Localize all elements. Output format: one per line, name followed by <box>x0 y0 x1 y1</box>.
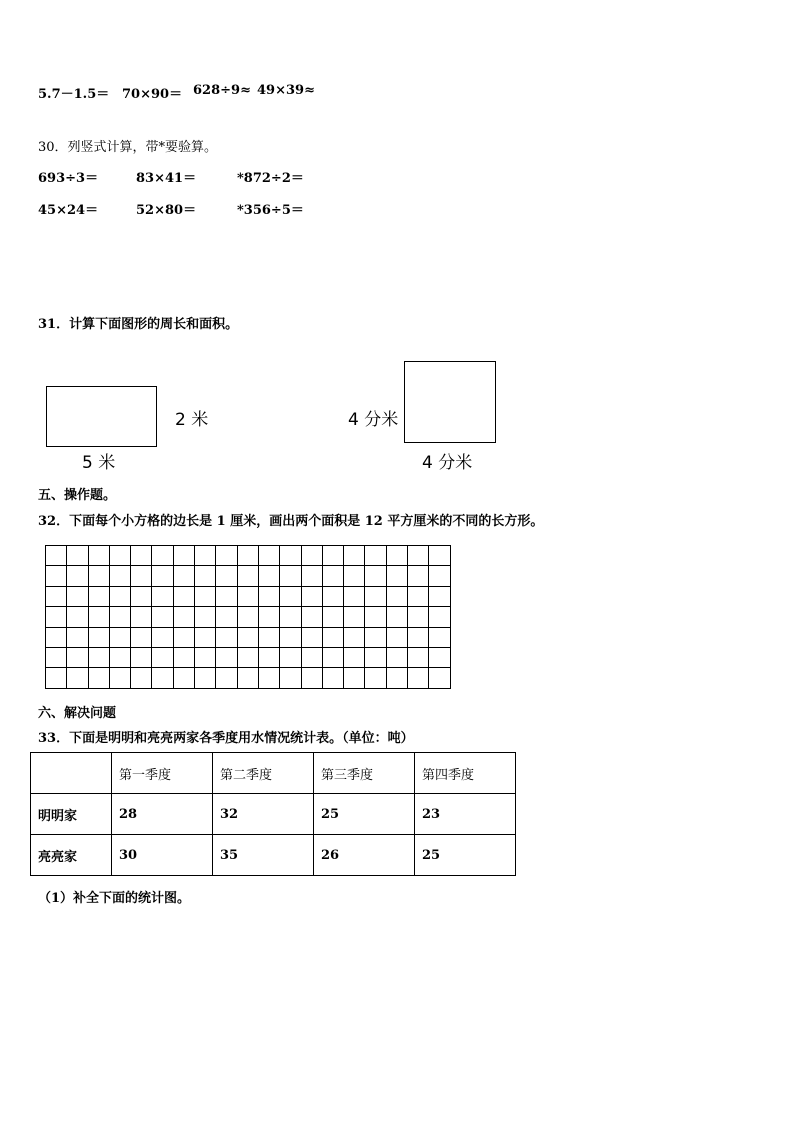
grid-cell <box>46 607 67 627</box>
grid-cell <box>46 668 67 688</box>
rectangle-figure <box>46 386 157 447</box>
grid-cell <box>237 546 258 566</box>
grid-cell <box>173 566 194 586</box>
grid-cell <box>429 566 450 586</box>
grid-cell <box>322 647 343 667</box>
grid-cell <box>67 566 88 586</box>
grid-cell <box>131 607 152 627</box>
water-usage-table <box>30 752 516 876</box>
grid-cell <box>322 668 343 688</box>
grid-cell <box>88 586 109 606</box>
grid-cell <box>408 668 429 688</box>
grid-cell <box>280 668 301 688</box>
grid-cell <box>280 607 301 627</box>
grid-cell <box>322 607 343 627</box>
grid-cell <box>131 627 152 647</box>
grid-cell <box>152 668 173 688</box>
table-cell: 亮亮家 <box>31 835 112 876</box>
grid-cell <box>152 546 173 566</box>
grid-cell <box>88 607 109 627</box>
grid-cell <box>173 647 194 667</box>
grid-cell <box>216 566 237 586</box>
grid-cell <box>322 566 343 586</box>
table-cell: 明明家 <box>31 794 112 835</box>
grid-cell <box>195 627 216 647</box>
table-header-cell <box>31 753 112 794</box>
grid-cell <box>344 668 365 688</box>
grid-cell <box>386 647 407 667</box>
grid-cell <box>365 668 386 688</box>
table-cell: 25 <box>314 794 415 835</box>
table-header-cell: 第二季度 <box>213 753 314 794</box>
section-title: 五、操作题。 <box>38 488 117 503</box>
rectangle-width-label: 5 米 <box>82 453 116 473</box>
table-cell: 23 <box>415 794 516 835</box>
grid-cell <box>258 566 279 586</box>
grid-cell <box>365 627 386 647</box>
grid-cell <box>216 546 237 566</box>
grid-cell <box>301 627 322 647</box>
square-grid <box>45 545 451 689</box>
grid-cell <box>386 627 407 647</box>
grid-cell <box>386 668 407 688</box>
grid-cell <box>46 586 67 606</box>
calc-item: 83×41＝ <box>136 171 197 186</box>
q30-title: 30．列竖式计算，带*要验算。 <box>38 140 218 155</box>
grid-cell <box>195 586 216 606</box>
grid-row <box>46 546 451 566</box>
grid-cell <box>301 668 322 688</box>
table-header-cell: 第三季度 <box>314 753 415 794</box>
grid-cell <box>365 647 386 667</box>
grid-row <box>46 586 451 606</box>
grid-cell <box>301 546 322 566</box>
grid-cell <box>344 566 365 586</box>
grid-cell <box>408 546 429 566</box>
table-header-cell: 第一季度 <box>112 753 213 794</box>
grid-cell <box>280 647 301 667</box>
square-figure <box>404 361 496 443</box>
grid-cell <box>301 566 322 586</box>
grid-cell <box>216 627 237 647</box>
rectangle-height-label: 2 米 <box>175 410 209 430</box>
grid-cell <box>301 647 322 667</box>
q33-sub1: （1）补全下面的统计图。 <box>38 891 191 906</box>
table-row <box>31 794 516 835</box>
calc-item: 5.7－1.5＝ <box>38 87 110 102</box>
grid-cell <box>109 586 130 606</box>
grid-cell <box>131 647 152 667</box>
grid-cell <box>301 607 322 627</box>
square-side-label: 4 分米 <box>348 410 399 430</box>
grid-cell <box>67 668 88 688</box>
grid-cell <box>365 566 386 586</box>
grid-cell <box>195 668 216 688</box>
q32-title: 32．下面每个小方格的边长是 1 厘米，画出两个面积是 12 平方厘米的不同的长方形。 <box>38 514 544 529</box>
grid-cell <box>237 647 258 667</box>
grid-cell <box>280 586 301 606</box>
grid-cell <box>67 607 88 627</box>
grid-cell <box>429 647 450 667</box>
grid-cell <box>344 546 365 566</box>
table-cell: 26 <box>314 835 415 876</box>
grid-cell <box>173 586 194 606</box>
q33-title: 33．下面是明明和亮亮两家各季度用水情况统计表。（单位：吨） <box>38 731 414 746</box>
grid-cell <box>109 607 130 627</box>
grid-cell <box>216 607 237 627</box>
grid-cell <box>258 586 279 606</box>
grid-cell <box>429 586 450 606</box>
grid-row <box>46 668 451 688</box>
grid-cell <box>131 668 152 688</box>
grid-cell <box>258 627 279 647</box>
grid-cell <box>344 627 365 647</box>
grid-cell <box>344 607 365 627</box>
calc-item: 693÷3＝ <box>38 171 99 186</box>
grid-cell <box>152 586 173 606</box>
grid-cell <box>301 586 322 606</box>
table-cell: 32 <box>213 794 314 835</box>
grid-cell <box>67 627 88 647</box>
table-cell: 28 <box>112 794 213 835</box>
grid-cell <box>408 566 429 586</box>
grid-cell <box>322 627 343 647</box>
grid-cell <box>195 607 216 627</box>
grid-cell <box>46 546 67 566</box>
grid-cell <box>152 647 173 667</box>
grid-cell <box>195 647 216 667</box>
grid-cell <box>88 566 109 586</box>
calc-item: 628÷9≈ <box>193 83 251 98</box>
grid-row <box>46 627 451 647</box>
table-header-row <box>31 753 516 794</box>
grid-row <box>46 607 451 627</box>
grid-cell <box>386 607 407 627</box>
grid-cell <box>429 607 450 627</box>
grid-cell <box>88 627 109 647</box>
calc-item: 52×80＝ <box>136 203 197 218</box>
section-title: 六、解决问题 <box>38 706 117 721</box>
grid-row <box>46 566 451 586</box>
grid-cell <box>322 546 343 566</box>
table-cell: 35 <box>213 835 314 876</box>
grid-cell <box>365 546 386 566</box>
grid-cell <box>280 546 301 566</box>
grid-cell <box>258 607 279 627</box>
grid-cell <box>386 546 407 566</box>
grid-cell <box>67 586 88 606</box>
grid-cell <box>173 668 194 688</box>
grid-cell <box>173 546 194 566</box>
grid-cell <box>322 586 343 606</box>
grid-cell <box>46 566 67 586</box>
grid-cell <box>195 546 216 566</box>
grid-cell <box>237 586 258 606</box>
grid-cell <box>429 668 450 688</box>
grid-cell <box>109 627 130 647</box>
grid-cell <box>258 668 279 688</box>
grid-cell <box>67 546 88 566</box>
grid-cell <box>216 647 237 667</box>
q31-title: 31．计算下面图形的周长和面积。 <box>38 317 239 332</box>
grid-cell <box>109 546 130 566</box>
grid-cell <box>408 647 429 667</box>
calc-item: 45×24＝ <box>38 203 99 218</box>
grid-cell <box>173 607 194 627</box>
grid-cell <box>88 668 109 688</box>
grid-cell <box>258 647 279 667</box>
grid-cell <box>344 586 365 606</box>
grid-cell <box>173 627 194 647</box>
table-header-cell: 第四季度 <box>415 753 516 794</box>
grid-cell <box>109 566 130 586</box>
grid-cell <box>386 566 407 586</box>
grid-cell <box>216 668 237 688</box>
grid-cell <box>365 586 386 606</box>
grid-cell <box>152 627 173 647</box>
grid-cell <box>152 566 173 586</box>
table-row <box>31 835 516 876</box>
grid-cell <box>237 607 258 627</box>
grid-cell <box>237 668 258 688</box>
grid-cell <box>429 627 450 647</box>
table-cell: 30 <box>112 835 213 876</box>
calc-item: 70×90＝ <box>122 87 183 102</box>
grid-cell <box>408 627 429 647</box>
grid-cell <box>46 627 67 647</box>
grid-cell <box>67 647 88 667</box>
grid-cell <box>46 647 67 667</box>
grid-cell <box>109 668 130 688</box>
square-bottom-label: 4 分米 <box>422 453 473 473</box>
grid-cell <box>408 586 429 606</box>
grid-cell <box>195 566 216 586</box>
calc-item: *872÷2＝ <box>237 171 304 186</box>
grid-cell <box>429 546 450 566</box>
table-cell: 25 <box>415 835 516 876</box>
grid-cell <box>88 546 109 566</box>
grid-cell <box>109 647 130 667</box>
grid-cell <box>216 586 237 606</box>
grid-cell <box>258 546 279 566</box>
grid-cell <box>408 607 429 627</box>
grid-cell <box>131 566 152 586</box>
grid-cell <box>280 566 301 586</box>
grid-cell <box>344 647 365 667</box>
grid-cell <box>152 607 173 627</box>
grid-cell <box>280 627 301 647</box>
calc-item: *356÷5＝ <box>237 203 304 218</box>
grid-cell <box>131 586 152 606</box>
grid-row <box>46 647 451 667</box>
grid-cell <box>386 586 407 606</box>
grid-cell <box>365 607 386 627</box>
calc-item: 49×39≈ <box>257 83 315 98</box>
grid-cell <box>88 647 109 667</box>
grid-cell <box>131 546 152 566</box>
grid-cell <box>237 627 258 647</box>
grid-cell <box>237 566 258 586</box>
